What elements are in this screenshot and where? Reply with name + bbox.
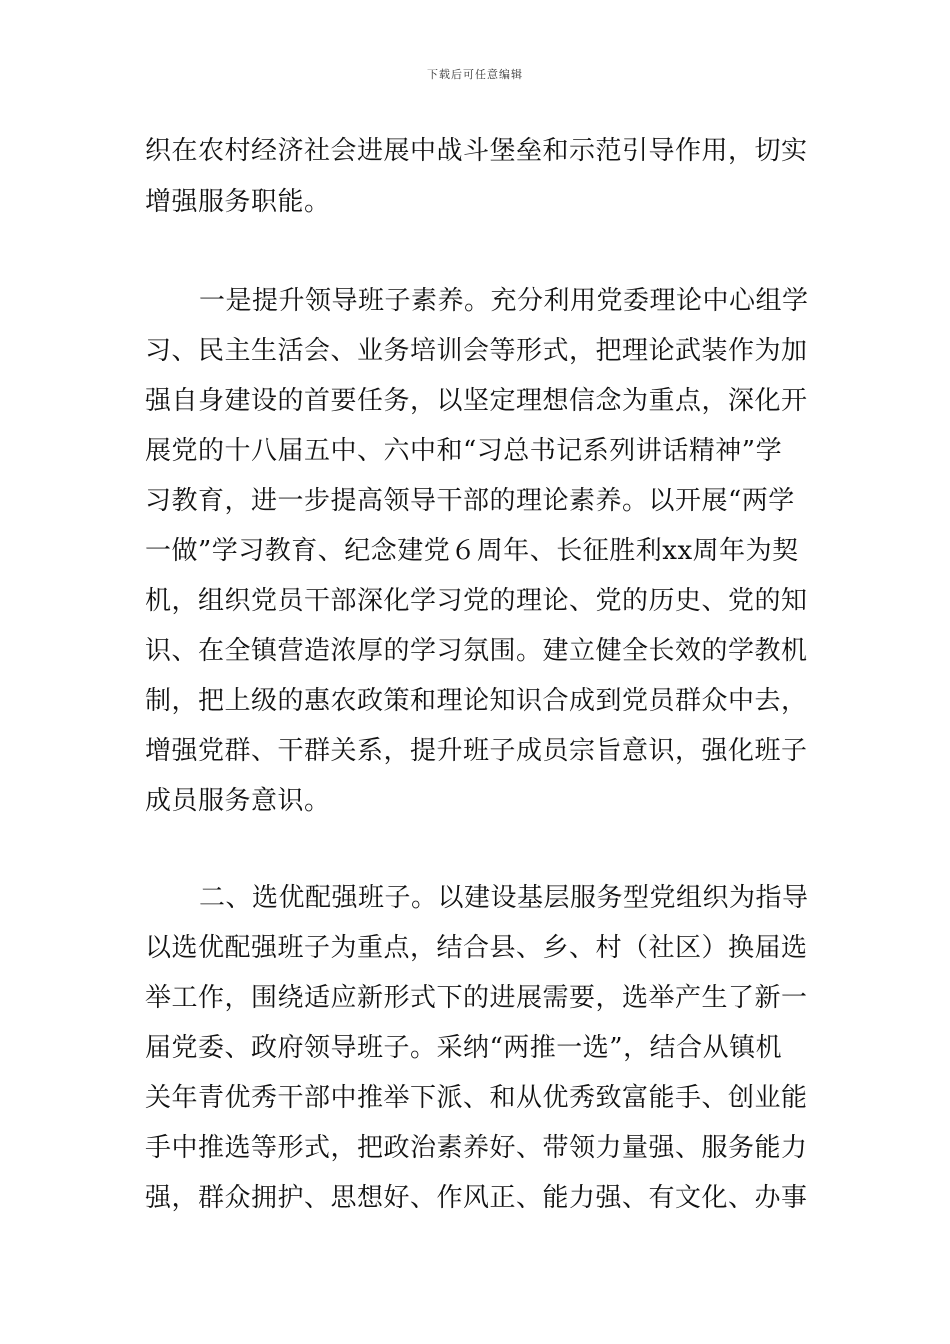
paragraph-2-line-7: 机，组织党员干部深化学习党的理论、党的历史、党的知 <box>145 586 808 616</box>
paragraph-2-line-11: 成员服务意识。 <box>145 786 331 816</box>
page-header: 下载后可任意编辑 <box>427 68 523 81</box>
paragraph-3-line-5: 关年青优秀干部中推举下派、和从优秀致富能手、创业能 <box>145 1083 808 1113</box>
paragraph-2-line-4: 展党的十八届五中、六中和“习总书记系列讲话精神”学 <box>145 436 783 466</box>
paragraph-2-line-9: 制，把上级的惠农政策和理论知识合成到党员群众中去， <box>145 686 808 716</box>
paragraph-2-line-8: 识、在全镇营造浓厚的学习氛围。建立健全长效的学教机 <box>145 636 808 666</box>
paragraph-3-line-7: 强，群众拥护、思想好、作风正、能力强、有文化、办事 <box>145 1183 808 1213</box>
paragraph-3-line-2: 以选优配强班子为重点，结合县、乡、村（社区）换届选 <box>145 933 808 963</box>
paragraph-1-line-1: 织在农村经济社会进展中战斗堡垒和示范引导作用，切实 <box>145 136 808 166</box>
paragraph-1-line-2: 增强服务职能。 <box>145 187 331 217</box>
paragraph-3-line-4: 届党委、政府领导班子。采纳“两推一选”，结合从镇机 <box>145 1033 783 1063</box>
paragraph-3-line-6: 手中推选等形式，把政治素养好、带领力量强、服务能力 <box>145 1133 808 1163</box>
paragraph-2-line-2: 习、民主生活会、业务培训会等形式，把理论武装作为加 <box>145 336 808 366</box>
paragraph-3-line-3: 举工作，围绕适应新形式下的进展需要，选举产生了新一 <box>145 983 808 1013</box>
paragraph-2-line-3: 强自身建设的首要任务，以坚定理想信念为重点，深化开 <box>145 386 808 416</box>
paragraph-2-line-10: 增强党群、干群关系，提升班子成员宗旨意识，强化班子 <box>145 736 808 766</box>
paragraph-2-line-5: 习教育，进一步提高领导干部的理论素养。以开展“两学 <box>145 486 795 516</box>
paragraph-2-line-6: 一做”学习教育、纪念建党６周年、长征胜利xx周年为契 <box>145 536 799 566</box>
paragraph-2-line-1: 一是提升领导班子素养。充分利用党委理论中心组学 <box>199 286 809 316</box>
paragraph-3-line-1: 二、选优配强班子。以建设基层服务型党组织为指导 <box>199 883 809 913</box>
